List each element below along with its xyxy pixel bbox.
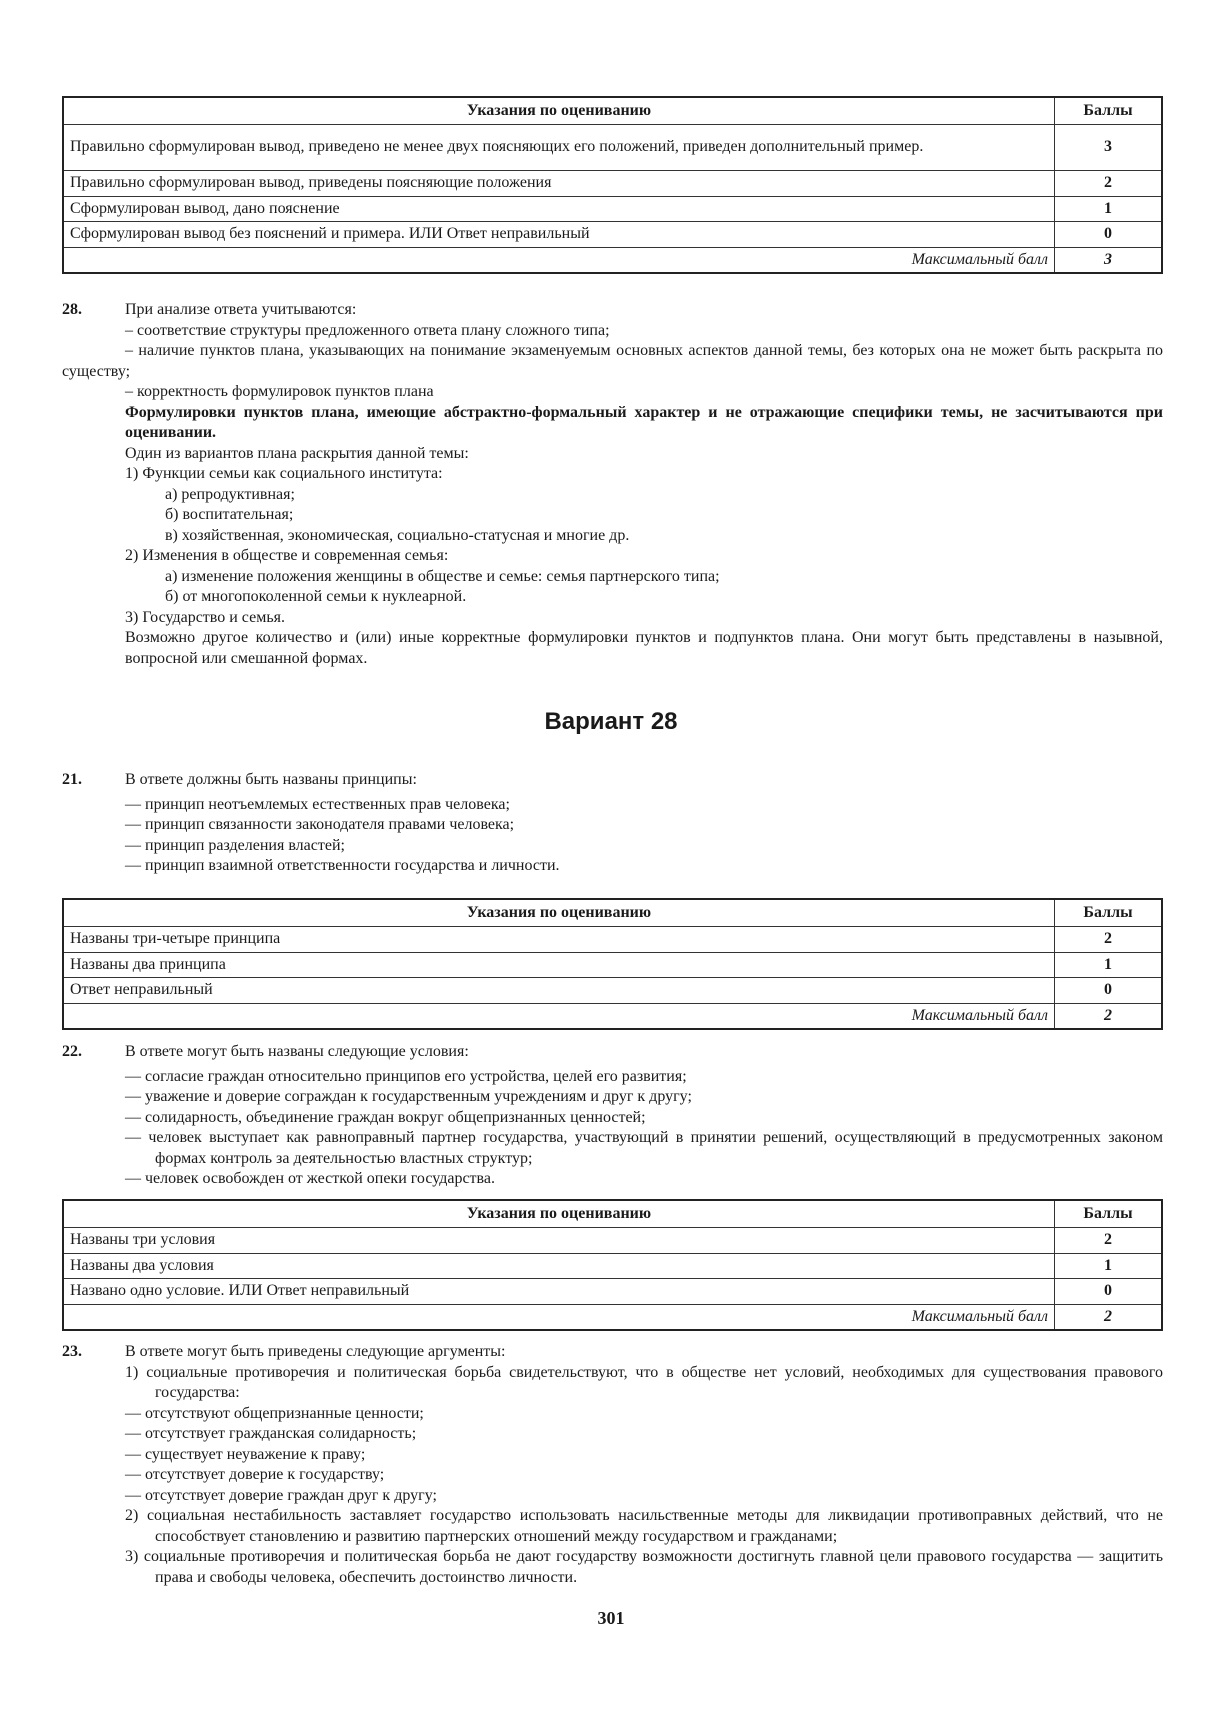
intro: При анализе ответа учитываются: <box>125 301 357 318</box>
question-number: 28. <box>62 301 82 318</box>
plan-subitem: б) воспитательная; <box>165 506 294 523</box>
points-cell: 2 <box>1055 171 1163 197</box>
criteria-cell: Названы два принципа <box>63 952 1055 978</box>
header-points: Баллы <box>1055 97 1163 125</box>
list-item: — уважение и доверие сограждан к государственным учреждениям и друг к другу; <box>125 1088 692 1105</box>
criteria-cell: Названы три-четыре принципа <box>63 927 1055 953</box>
table-row <box>63 171 1162 197</box>
points-cell: 1 <box>1055 196 1163 222</box>
list-item: — отсутствует гражданская солидарность; <box>125 1425 417 1442</box>
max-score-value: 2 <box>1055 1304 1163 1330</box>
table-row <box>63 1279 1162 1305</box>
argument-item: 1) социальные противоречия и политическая борьба свидетельствуют, что в обществе нет условий, необходимых для существования правового государства: <box>125 1363 1163 1401</box>
table-row <box>63 125 1162 171</box>
list-item: — отсутствует доверие граждан друг к другу; <box>125 1486 437 1504</box>
outro: Возможно другое количество и (или) иные корректные формулировки пунктов и подпунктов плана. Они могут быть представлены в назывной, вопросной или смешанной формах. <box>125 629 1163 667</box>
answer-23 <box>62 1342 1163 1588</box>
grading-table-1 <box>62 96 1163 274</box>
header-criteria: Указания по оцениванию <box>63 899 1055 927</box>
table-row <box>63 1228 1162 1254</box>
points-cell: 3 <box>1055 125 1163 171</box>
list-item: — человек выступает как равноправный партнер государства, участвующий в принятии решений, осуществляющий в предусмотренных законом формах контроль за деятельностью властных структур; <box>125 1129 1163 1167</box>
criteria-cell: Названы три условия <box>63 1228 1055 1254</box>
list-item: — согласие граждан относительно принципов его устройства, целей его развития; <box>125 1067 687 1085</box>
argument-item: 2) социальная нестабильность заставляет государство использовать насильственные методы для ликвидации противоправных действий, что не способствует становлению и развитию партнерских отношений между государством и гражданами; <box>125 1507 1163 1545</box>
points-cell: 0 <box>1055 1279 1163 1305</box>
table-row <box>63 978 1162 1004</box>
points-cell: 2 <box>1055 927 1163 953</box>
header-criteria: Указания по оцениванию <box>63 97 1055 125</box>
intro: В ответе должны быть названы принципы: <box>125 771 417 788</box>
plan-intro: Один из вариантов плана раскрытия данной темы: <box>125 444 469 462</box>
intro: В ответе могут быть названы следующие условия: <box>125 1043 469 1060</box>
answer-22 <box>62 1042 1163 1190</box>
header-points: Баллы <box>1055 1200 1163 1228</box>
table-row <box>63 196 1162 222</box>
plan-subitem: а) репродуктивная; <box>165 485 295 503</box>
grading-table-3 <box>62 1199 1163 1331</box>
variant-heading: Вариант 28 <box>544 708 678 735</box>
criterion: – наличие пунктов плана, указывающих на понимание экзаменуемым основных аспектов данной темы, без которых она не может быть раскрыта по существу; <box>62 342 1163 380</box>
bold-note: Формулировки пунктов плана, имеющие абстрактно-формальный характер и не отражающие специфики темы, не засчитываются при оценивании. <box>125 403 1163 441</box>
criteria-cell: Сформулирован вывод, дано пояснение <box>63 196 1055 222</box>
criteria-cell: Названо одно условие. ИЛИ Ответ неправильный <box>63 1279 1055 1305</box>
answer-21 <box>62 770 1163 877</box>
max-score-row <box>63 247 1162 273</box>
list-item: — принцип неотъемлемых естественных прав человека; <box>125 795 510 813</box>
max-score-label: Максимальный балл <box>63 1304 1055 1330</box>
criteria-cell: Правильно сформулирован вывод, приведены поясняющие положения <box>63 171 1055 197</box>
points-cell: 0 <box>1055 222 1163 248</box>
criteria-cell: Названы два условия <box>63 1253 1055 1279</box>
question-number: 22. <box>62 1043 82 1060</box>
points-cell: 0 <box>1055 978 1163 1004</box>
max-score-row <box>63 1003 1162 1029</box>
question-number: 21. <box>62 771 82 788</box>
table-header <box>63 1200 1162 1228</box>
plan-item: 2) Изменения в обществе и современная семья: <box>125 547 449 564</box>
header-points: Баллы <box>1055 899 1163 927</box>
list-item: — принцип взаимной ответственности государства и личности. <box>125 857 560 874</box>
max-score-label: Максимальный балл <box>63 247 1055 273</box>
grading-table-2 <box>62 898 1163 1030</box>
list-item: — солидарность, объединение граждан вокруг общепризнанных ценностей; <box>125 1108 646 1126</box>
points-cell: 2 <box>1055 1228 1163 1254</box>
list-item: — отсутствует доверие к государству; <box>125 1466 385 1483</box>
table-row <box>63 1253 1162 1279</box>
list-item: — принцип разделения властей; <box>125 836 345 854</box>
table-header <box>63 97 1162 125</box>
question-number: 23. <box>62 1343 82 1360</box>
answer-28 <box>62 300 1163 669</box>
points-cell: 1 <box>1055 952 1163 978</box>
table-row <box>63 952 1162 978</box>
criterion: – корректность формулировок пунктов плана <box>125 383 434 400</box>
table-row <box>63 927 1162 953</box>
criterion: – соответствие структуры предложенного ответа плану сложного типа; <box>125 321 610 339</box>
plan-item: 3) Государство и семья. <box>125 608 285 626</box>
intro: В ответе могут быть приведены следующие аргументы: <box>125 1343 506 1360</box>
criteria-cell: Правильно сформулирован вывод, приведено не менее двух поясняющих его положений, приведен дополнительный пример. <box>63 125 1055 171</box>
table-header <box>63 899 1162 927</box>
max-score-value: 3 <box>1055 247 1163 273</box>
list-item: — отсутствуют общепризнанные ценности; <box>125 1404 424 1422</box>
max-score-label: Максимальный балл <box>63 1003 1055 1029</box>
max-score-value: 2 <box>1055 1003 1163 1029</box>
list-item: — существует неуважение к праву; <box>125 1445 366 1463</box>
plan-item: 1) Функции семьи как социального института: <box>125 465 443 482</box>
plan-subitem: б) от многопоколенной семьи к нуклеарной. <box>165 588 467 605</box>
criteria-cell: Сформулирован вывод без пояснений и примера. ИЛИ Ответ неправильный <box>63 222 1055 248</box>
criteria-cell: Ответ неправильный <box>63 978 1055 1004</box>
table-row <box>63 222 1162 248</box>
points-cell: 1 <box>1055 1253 1163 1279</box>
list-item: — принцип связанности законодателя правами человека; <box>125 816 515 833</box>
plan-subitem: а) изменение положения женщины в обществе и семье: семья партнерского типа; <box>165 567 720 585</box>
list-item: — человек освобожден от жесткой опеки государства. <box>125 1170 495 1187</box>
header-criteria: Указания по оцениванию <box>63 1200 1055 1228</box>
max-score-row <box>63 1304 1162 1330</box>
argument-item: 3) социальные противоречия и политическая борьба не дают государству возможности достигнуть главной цели правового государства — защитить права и свободы человека, обеспечить достоинство личности. <box>125 1548 1163 1586</box>
page-number: 301 <box>597 1608 625 1628</box>
plan-subitem: в) хозяйственная, экономическая, социально-статусная и многие др. <box>165 526 630 544</box>
